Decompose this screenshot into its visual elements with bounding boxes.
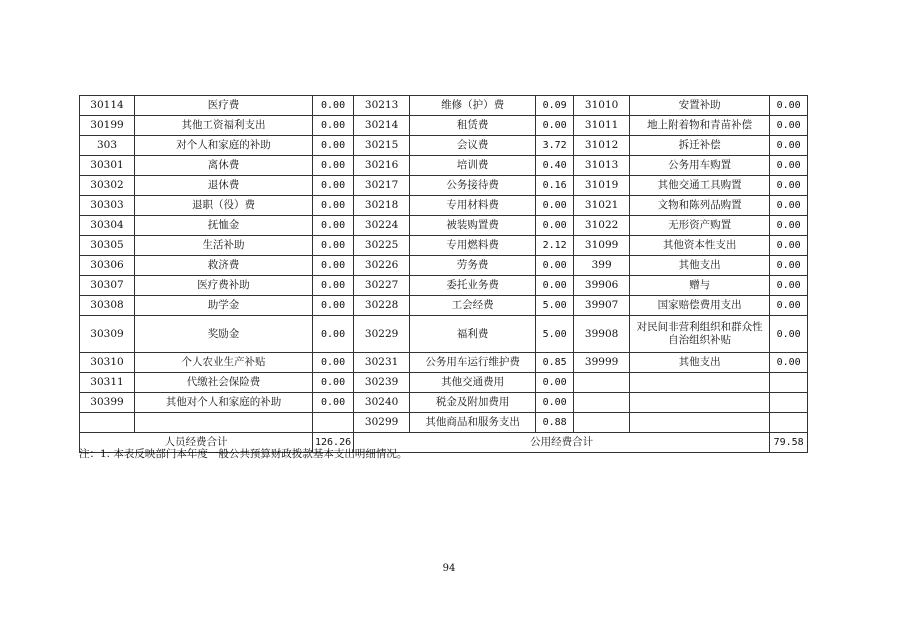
table-row <box>80 216 808 236</box>
group2-amount-cell: 0.40 <box>536 156 574 176</box>
group3-code-cell: 31010 <box>574 96 630 116</box>
public-total-value: 79.58 <box>770 433 808 453</box>
group3-code-cell <box>574 393 630 413</box>
table-row <box>80 316 808 353</box>
group2-item-cell: 公务接待费 <box>410 176 536 196</box>
group2-amount-cell: 0.00 <box>536 116 574 136</box>
group2-code-cell: 30239 <box>354 373 410 393</box>
group3-item-cell <box>630 373 770 393</box>
group1-item-cell: 其他工资福利支出 <box>135 116 313 136</box>
group2-code-cell: 30231 <box>354 353 410 373</box>
group2-item-cell: 会议费 <box>410 136 536 156</box>
table-row <box>80 296 808 316</box>
group1-item-cell: 对个人和家庭的补助 <box>135 136 313 156</box>
group1-item-cell <box>135 413 313 433</box>
group3-code-cell <box>574 373 630 393</box>
group3-item-cell: 其他支出 <box>630 256 770 276</box>
group3-item-cell: 文物和陈列品购置 <box>630 196 770 216</box>
group2-code-cell: 30226 <box>354 256 410 276</box>
group2-item-cell: 其他商品和服务支出 <box>410 413 536 433</box>
group2-item-cell: 福利费 <box>410 316 536 353</box>
group3-item-cell: 其他支出 <box>630 353 770 373</box>
group3-code-cell <box>574 413 630 433</box>
group2-amount-cell: 0.09 <box>536 96 574 116</box>
group1-code-cell: 30302 <box>80 176 135 196</box>
group3-amount-cell: 0.00 <box>770 96 808 116</box>
group1-code-cell: 30311 <box>80 373 135 393</box>
group2-code-cell: 30228 <box>354 296 410 316</box>
group3-code-cell: 39999 <box>574 353 630 373</box>
group3-item-cell <box>630 413 770 433</box>
table-row <box>80 393 808 413</box>
group3-item-cell: 其他资本性支出 <box>630 236 770 256</box>
group1-amount-cell: 0.00 <box>313 216 354 236</box>
group3-amount-cell: 0.00 <box>770 216 808 236</box>
group3-code-cell: 39907 <box>574 296 630 316</box>
group1-amount-cell: 0.00 <box>313 393 354 413</box>
group1-item-cell: 退职（役）费 <box>135 196 313 216</box>
group3-amount-cell: 0.00 <box>770 196 808 216</box>
group2-amount-cell: 0.00 <box>536 373 574 393</box>
group2-code-cell: 30216 <box>354 156 410 176</box>
group3-item-cell: 无形资产购置 <box>630 216 770 236</box>
group1-item-cell: 抚恤金 <box>135 216 313 236</box>
group1-amount-cell: 0.00 <box>313 196 354 216</box>
group3-item-cell: 国家赔偿费用支出 <box>630 296 770 316</box>
group3-code-cell: 39908 <box>574 316 630 353</box>
group3-item-cell: 地上附着物和青苗补偿 <box>630 116 770 136</box>
group2-amount-cell: 0.00 <box>536 256 574 276</box>
table-row <box>80 156 808 176</box>
group2-item-cell: 工会经费 <box>410 296 536 316</box>
group1-code-cell: 30309 <box>80 316 135 353</box>
group1-code-cell: 30308 <box>80 296 135 316</box>
group3-code-cell: 31013 <box>574 156 630 176</box>
public-total-label: 公用经费合计 <box>354 433 770 453</box>
group1-code-cell: 30399 <box>80 393 135 413</box>
group3-amount-cell: 0.00 <box>770 236 808 256</box>
table-row <box>80 136 808 156</box>
group2-amount-cell: 5.00 <box>536 296 574 316</box>
group2-code-cell: 30229 <box>354 316 410 353</box>
group2-item-cell: 劳务费 <box>410 256 536 276</box>
group3-item-cell: 对民间非营利组织和群众性自治组织补贴 <box>630 316 770 353</box>
group3-code-cell: 399 <box>574 256 630 276</box>
group3-amount-cell: 0.00 <box>770 176 808 196</box>
group2-item-cell: 税金及附加费用 <box>410 393 536 413</box>
group2-amount-cell: 0.16 <box>536 176 574 196</box>
group1-code-cell: 30199 <box>80 116 135 136</box>
group2-item-cell: 专用燃料费 <box>410 236 536 256</box>
group2-code-cell: 30227 <box>354 276 410 296</box>
group1-amount-cell: 0.00 <box>313 373 354 393</box>
group3-code-cell: 31011 <box>574 116 630 136</box>
group1-item-cell: 生活补助 <box>135 236 313 256</box>
group2-amount-cell: 0.00 <box>536 216 574 236</box>
table-row <box>80 96 808 116</box>
group3-amount-cell: 0.00 <box>770 353 808 373</box>
group3-item-cell: 拆迁补偿 <box>630 136 770 156</box>
group2-item-cell: 专用材料费 <box>410 196 536 216</box>
group1-item-cell: 个人农业生产补贴 <box>135 353 313 373</box>
group2-amount-cell: 0.85 <box>536 353 574 373</box>
table-row <box>80 353 808 373</box>
group2-amount-cell: 0.88 <box>536 413 574 433</box>
group3-code-cell: 31012 <box>574 136 630 156</box>
group1-item-cell: 奖励金 <box>135 316 313 353</box>
table-row <box>80 373 808 393</box>
group1-code-cell: 30310 <box>80 353 135 373</box>
table-row <box>80 276 808 296</box>
group3-code-cell: 31019 <box>574 176 630 196</box>
group2-item-cell: 培训费 <box>410 156 536 176</box>
budget-detail-table <box>79 95 808 453</box>
group3-code-cell: 31022 <box>574 216 630 236</box>
group2-code-cell: 30218 <box>354 196 410 216</box>
group1-code-cell: 30304 <box>80 216 135 236</box>
group1-code-cell: 303 <box>80 136 135 156</box>
group2-code-cell: 30215 <box>354 136 410 156</box>
group3-amount-cell: 0.00 <box>770 296 808 316</box>
group3-amount-cell <box>770 413 808 433</box>
group2-amount-cell: 0.00 <box>536 196 574 216</box>
group3-code-cell: 31021 <box>574 196 630 216</box>
group2-item-cell: 委托业务费 <box>410 276 536 296</box>
group2-amount-cell: 0.00 <box>536 393 574 413</box>
group2-item-cell: 被装购置费 <box>410 216 536 236</box>
group1-amount-cell: 0.00 <box>313 176 354 196</box>
group1-amount-cell: 0.00 <box>313 156 354 176</box>
group3-item-cell <box>630 393 770 413</box>
group1-amount-cell: 0.00 <box>313 256 354 276</box>
group3-amount-cell <box>770 373 808 393</box>
group2-item-cell: 租赁费 <box>410 116 536 136</box>
group2-item-cell: 维修（护）费 <box>410 96 536 116</box>
group1-item-cell: 退休费 <box>135 176 313 196</box>
group1-amount-cell: 0.00 <box>313 96 354 116</box>
table-note: 注：1. 本表反映部门本年度一般公共预算财政拨款基本支出明细情况。 <box>79 448 408 460</box>
group1-item-cell: 救济费 <box>135 256 313 276</box>
table-row <box>80 196 808 216</box>
group1-item-cell: 代缴社会保险费 <box>135 373 313 393</box>
group1-item-cell: 助学金 <box>135 296 313 316</box>
personnel-total-value: 126.26 <box>313 433 354 453</box>
group1-code-cell: 30114 <box>80 96 135 116</box>
group1-code-cell: 30303 <box>80 196 135 216</box>
group2-amount-cell: 0.00 <box>536 276 574 296</box>
group1-amount-cell: 0.00 <box>313 276 354 296</box>
page-number: 94 <box>442 563 456 574</box>
group2-code-cell: 30214 <box>354 116 410 136</box>
table-row <box>80 413 808 433</box>
group3-amount-cell: 0.00 <box>770 256 808 276</box>
group3-code-cell: 31099 <box>574 236 630 256</box>
group2-amount-cell: 3.72 <box>536 136 574 156</box>
table-row <box>80 176 808 196</box>
group1-code-cell <box>80 413 135 433</box>
group1-code-cell: 30305 <box>80 236 135 256</box>
group2-code-cell: 30224 <box>354 216 410 236</box>
table-row <box>80 236 808 256</box>
personnel-total-label: 人员经费合计 <box>80 433 313 453</box>
group3-code-cell: 39906 <box>574 276 630 296</box>
group1-amount-cell: 0.00 <box>313 136 354 156</box>
group1-code-cell: 30306 <box>80 256 135 276</box>
group3-amount-cell: 0.00 <box>770 276 808 296</box>
group3-item-cell: 其他交通工具购置 <box>630 176 770 196</box>
group1-amount-cell: 0.00 <box>313 296 354 316</box>
group1-amount-cell: 0.00 <box>313 353 354 373</box>
group1-amount-cell: 0.00 <box>313 316 354 353</box>
group3-amount-cell: 0.00 <box>770 116 808 136</box>
group1-code-cell: 30301 <box>80 156 135 176</box>
group1-code-cell: 30307 <box>80 276 135 296</box>
group1-amount-cell: 0.00 <box>313 116 354 136</box>
group2-item-cell: 公务用车运行维护费 <box>410 353 536 373</box>
group1-item-cell: 医疗费 <box>135 96 313 116</box>
group1-amount-cell: 0.00 <box>313 236 354 256</box>
group2-code-cell: 30240 <box>354 393 410 413</box>
group3-item-cell: 安置补助 <box>630 96 770 116</box>
group3-amount-cell: 0.00 <box>770 316 808 353</box>
group2-code-cell: 30299 <box>354 413 410 433</box>
group2-amount-cell: 5.00 <box>536 316 574 353</box>
group2-code-cell: 30213 <box>354 96 410 116</box>
group3-amount-cell: 0.00 <box>770 156 808 176</box>
group1-item-cell: 离休费 <box>135 156 313 176</box>
table-row <box>80 116 808 136</box>
group1-item-cell: 其他对个人和家庭的补助 <box>135 393 313 413</box>
table-body <box>80 96 808 433</box>
group2-code-cell: 30225 <box>354 236 410 256</box>
group2-amount-cell: 2.12 <box>536 236 574 256</box>
group3-item-cell: 公务用车购置 <box>630 156 770 176</box>
group2-item-cell: 其他交通费用 <box>410 373 536 393</box>
group3-item-cell: 赠与 <box>630 276 770 296</box>
table-row <box>80 256 808 276</box>
group3-amount-cell: 0.00 <box>770 136 808 156</box>
group1-item-cell: 医疗费补助 <box>135 276 313 296</box>
group3-amount-cell <box>770 393 808 413</box>
group1-amount-cell <box>313 413 354 433</box>
group2-code-cell: 30217 <box>354 176 410 196</box>
